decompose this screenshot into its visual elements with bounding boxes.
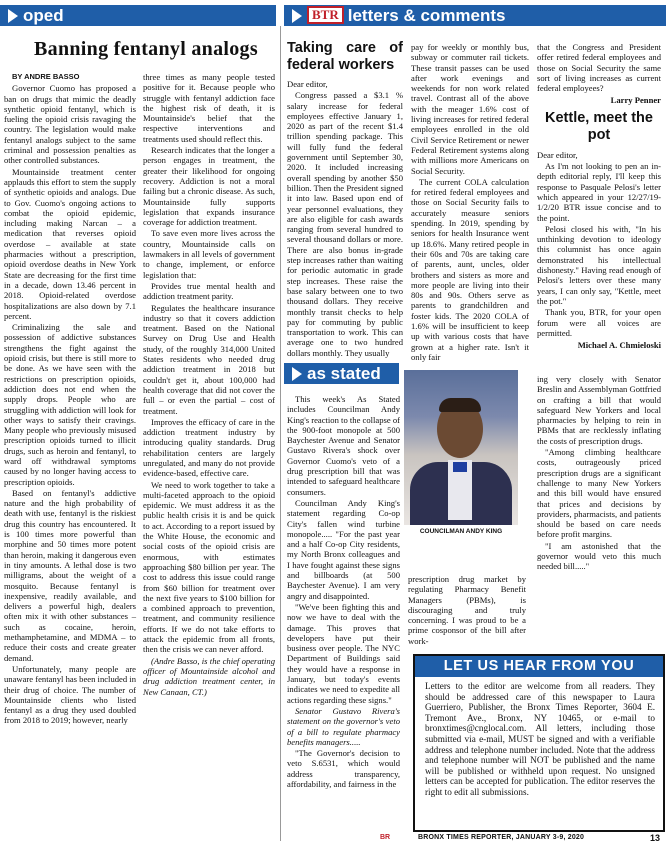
paragraph: We need to work together to take a multi-faceted approach to the opioid epidemic. We must address it as the public health crisis it is and be quick to act. According to a report issued by the White House, the economic and social costs of the opioid crisis are enormous, with estimates approaching $80 billion per year. The cost to address this issue could range from $60 billion for treatment over the next five years to $100 billion for a combined approach to prevention, treatment, and community resilience efforts. If we do not take efforts to attack the epidemic from all fronts, then the crisis we can never afford. <box>143 479 275 655</box>
paragraph: This week's As Stated includes Councilman Andy King's reaction to the collapse of the 900-foot monopole at 500 Baychester Avenue and Senator Gustavo Rivera's shock over Governor Cuomo's veto of a drug prescription bill that was intended to safeguard healthcare consumers. <box>287 394 400 497</box>
as-stated-section-label: as stated <box>307 364 381 383</box>
paragraph: Thank you, BTR, for your open forum were all voices are permitted. <box>537 307 661 338</box>
oped-column-2 <box>143 72 275 698</box>
hear-box-title: LET US HEAR FROM YOU <box>415 656 663 677</box>
paragraph: "Among climbing healthcare costs, outrageously priced prescription drugs are a significant challenge to many New Yorkers and this bill would have ensured that prices and decisions by providers, pharmacists, and patients should be based on care needs before profit margins. <box>537 447 661 540</box>
paragraph: Unfortunately, many people are unaware fentanyl has been included in their drug of choice. The number of Mountainside clients who listed fentanyl as a drug they used doubled from 2018 to 2019; however, nearly <box>4 663 136 726</box>
paragraph: Criminalizing the sale and possession of addictive substances strengthens the fight against the opioid crisis, but there is still more to be done. As we have seen with the restrictions on prescription opioids, addiction does not end when the supply drops. People who are struggling with addiction will look for other ways to satisfy their cravings. Many people who previously misused prescription opioids turned to illicit drugs, such as heroin and fentanyl, to ward off withdrawal symptoms caused by no longer having access to prescription opioids. <box>4 322 136 487</box>
letters-section-label: letters & comments <box>347 6 506 25</box>
paragraph: To save even more lives across the country, Mountainside calls on lawmakers in all levels of government to change, implement, or enforce legislation that: <box>143 228 275 280</box>
paragraph: Councilman Andy King's statement regarding Co-op City's fallen wind turbine monopole..... "For the past year and a half Co-op City residents, my North Bronx colleagues and I have fought against these signs and billboards (at 500 Baychester Avenue). I am very angry and disappointed. <box>287 497 400 601</box>
letter-1-column-1 <box>287 40 403 359</box>
paragraph: ing very closely with Senator Breslin and Assemblyman Gottfried on crafting a bill that would safeguard New Yorkers and local pharmacies by helping to rein in PBMs that are recklessly inflating the costs of prescription drugs. <box>537 374 661 446</box>
paragraph: pay for weekly or monthly bus, subway or commuter rail tickets. These transit passes can be used after work evenings and weekends for non work related travel. Contrast all of the above with the meager 1.6% cost of living increases for retired federal employees enrolled in the old Civil Service Retirement or newer Federal Retirement systems along with millions more Americans on Social Security. <box>411 42 529 176</box>
as-stated-band <box>284 363 399 384</box>
let-us-hear-from-you-box <box>413 654 665 832</box>
as-stated-column-2 <box>408 574 526 647</box>
letter-2-column <box>537 42 661 354</box>
oped-headline: Banning fentanyl analogs <box>34 38 258 60</box>
author-note: (Andre Basso, is the chief operating officer of Mountainside alcohol and drug addiction treatment center, in New Canaan, CT.) <box>143 655 275 697</box>
salutation: Dear editor, <box>537 149 578 160</box>
oped-section-label: oped <box>23 6 64 25</box>
paragraph: "I am astonished that the governor would veto this much needed bill....." <box>537 540 661 572</box>
paragraph: Pelosi closed his with, "In his unthinking devotion to ideology this columnist has once again demonstrated his intellectual dishonesty." Having read enough of Pelosi's letters over these many years, I can only say, "Kettle, meet the pot." <box>537 223 661 306</box>
page-number: 13 <box>650 833 661 843</box>
paragraph: Provides true mental health and addiction treatment parity. <box>143 280 275 302</box>
salutation: Dear editor, <box>287 79 328 89</box>
paragraph: prescription drug market by regulating Pharmacy Benefit Managers (PBMs), is discouraging and truly concerning. I was proud to be a prime cosponsor of the bill after work- <box>408 574 526 646</box>
letter-2-headline: Kettle, meet the pot <box>545 109 653 143</box>
as-stated-column-1 <box>287 394 400 790</box>
letter-1-headline: Taking care of federal workers <box>287 40 403 73</box>
triangle-right-icon <box>292 367 302 381</box>
photo-caption: COUNCILMAN ANDY KING <box>419 528 503 535</box>
paragraph: The current COLA calculation for retired federal employees and those on Social Security fails to accurately measure seniors spending. In 2019, spending by seniors for health Insurance went up 18.6%. Many retired people in their 60s and 70s are taking care of parents, aunt, uncles, older brothers and sisters as more and more people are living into their 80s and 90s. Others serve as parents to grandchildren and foster kids. The 2020 COLA of 1.6% will be insufficient to keep up with various costs that have grown at a higher rate. Isn't it only fair <box>411 176 529 362</box>
paragraph: "The Governor's decision to veto S.6531, which would address transparency, affordability, and fairness in the <box>287 748 400 789</box>
paragraph: Regulates the healthcare insurance industry so that it covers addiction treatment. Based on the National Survey on Drug Use and Health study, of the roughly 314,000 United States residents who needed drug addiction treatment in 2018 but couldn't get it, about 100,000 had health coverage that did not cover the full – or even the partial – cost of treatment. <box>143 302 275 416</box>
oped-column-1 <box>4 72 136 727</box>
councilman-photo <box>404 370 518 525</box>
page-footer <box>0 833 666 846</box>
triangle-right-icon <box>292 9 302 23</box>
signature: Larry Penner <box>610 95 661 106</box>
paragraph: Improves the efficacy of care in the addiction treatment industry by introducing quality standards. Drug rehabilitation centers are largely unregulated, and many do not provide evidence-based, effective care. <box>143 416 275 479</box>
letter-1-column-2 <box>411 42 529 363</box>
footer-mark: BR <box>380 834 391 841</box>
byline: BY ANDRE BASSO <box>12 72 80 81</box>
oped-band <box>0 5 276 26</box>
footer-info: BRONX TIMES REPORTER, JANUARY 3-9, 2020 <box>418 834 585 841</box>
btr-logo: BTR <box>307 6 344 24</box>
paragraph: three times as many people tested positive for it. Because people who struggle with fentanyl addiction face the highest risk of death, it is Mountainside's belief that the respective interventions and treatments used should reflect this. <box>143 72 275 144</box>
triangle-right-icon <box>8 9 18 23</box>
paragraph: Governor Cuomo has proposed a ban on drugs that mimic the deadly synthetic opioid fentanyl, which is fueling the opioid crisis ravaging the country. The legislation would make fentanyl analogs subject to the same criminal and possession penalties as other controlled substances. <box>4 83 136 166</box>
signature: Michael A. Chmieloski <box>577 340 661 351</box>
as-stated-column-3 <box>537 374 661 573</box>
paragraph: Based on fentanyl's addictive nature and the high probability of death with use, fentanyl is the riskiest drug this country has encountered. It is 100 times more powerful than morphine and 50 times more potent than heroin, making it dangerous even in tiny amounts. A lethal dose is two milligrams, about the weight of a mosquito. Because fentanyl is inexpensive, readily available, and delivers a powerful high, dealers often mix it with other substances – such as cocaine, heroin, methamphetamine, and MDMA – to reduce their costs and create greater demand. <box>4 487 136 663</box>
column-divider <box>280 26 281 841</box>
paragraph: Mountainside treatment center applauds this effort to stem the supply of synthetic opioids and analogs. Due to Gov. Cuomo's ongoing actions to combat the opioid epidemic, including making Narcan – a medication that reverses opioid overdose – available at state pharmacies without a prescription, opioid overdose deaths in New York State are decreasing for the first time in a decade, down 13.46 percent in 2018. Opioid-related overdose hospitalizations are also down by 7.1 percent. <box>4 166 136 321</box>
paragraph: Congress passed a $3.1 % salary increase for federal employees effective January 1, 2020 as part of the recent $1.4 trillion spending package. This will fully fund the federal government until September 30, 2020. It included increasing overall spending by another $50 billion. Then the President signed it into law. Based upon end of year personnel evaluations, they are also eligible for cash awards ranging from several hundred to several thousand dollars or more. There are also bonus in-grade step increases rather than waiting for periodic automatic in grade step increases. These raise the base salary between one to two thousand dollars. They receive monthly transit checks to help pay for commuting by public transportation to work. This can average one to two hundred dollars monthly. They usually <box>287 90 403 358</box>
paragraph: As I'm not looking to pen an in-depth editorial reply, I'll keep this response to Pasquale Pelosi's letter which appeared in your 12/27/19-1/2/20 BTR issue concise and to the point. <box>537 161 661 223</box>
paragraph: Senator Gustavo Rivera's statement on the governor's veto of a bill to regulate pharmacy benefits managers..... <box>287 705 400 747</box>
paragraph: "We've been fighting this and now we have to deal with the damage. This proves that developers have put their business over people. The NYC Department of Buildings said they would have a response in January, but today's events indicates we need to expedite all actions regarding these signs." <box>287 601 400 705</box>
letters-band <box>284 5 666 26</box>
paragraph: that the Congress and President offer retired federal employees and those on Social Security the same sort of living increases as current federal employees? <box>537 42 661 94</box>
hear-box-body: Letters to the editor are welcome from all readers. They should be addressed care of this newspaper to Laura Guerriero, Publisher, the Bronx Times Reporter, 3604 E. Tremont Ave., Bronx, NY 10465, or e-mail to bronxtimes@cnglocal.com. All letters, including those submitted via e-mail, MUST be signed and with a verifiable address and telephone number included. Note that the address and telephone number will NOT be published and the name will be published or withheld upon request. No unsigned letters can be accepted for publication. The editor reserves the right to edit all submissions. <box>425 681 655 797</box>
paragraph: Research indicates that the longer a person engages in treatment, the greater their likelihood for ongoing recovery. Addiction is not a moral failing but a chronic disease. As such, Mountainside fully supports legislation that expands insurance coverage for addiction treatment. <box>143 145 275 228</box>
